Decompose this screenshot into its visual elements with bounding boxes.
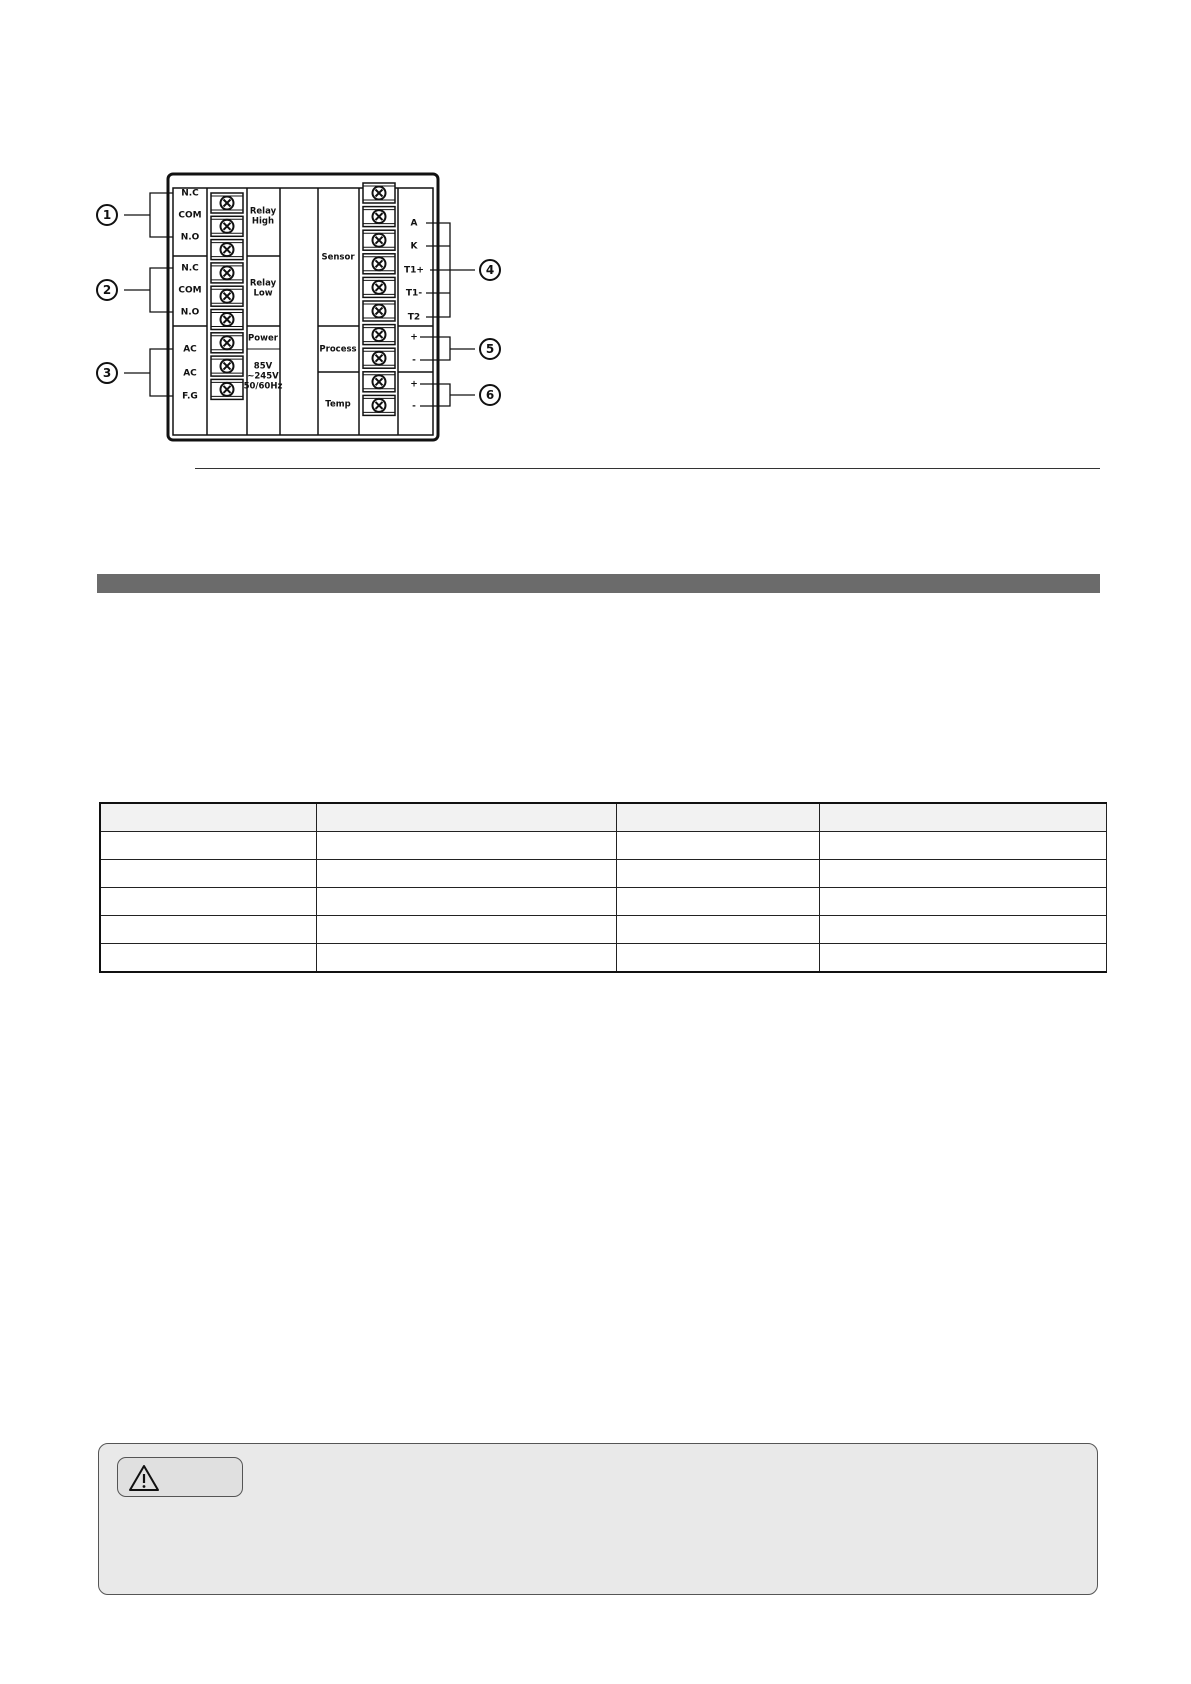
callout-digit: 6	[485, 388, 495, 402]
terminal-label-right: A	[410, 218, 418, 229]
terminal-label-right: +	[410, 332, 418, 343]
terminal-label-left: COM	[178, 210, 202, 221]
terminal-screw	[211, 216, 243, 236]
terminal-screw	[363, 301, 395, 321]
table-cell	[820, 944, 1107, 973]
table-cell	[617, 944, 820, 973]
terminal-label-right: T2	[407, 312, 421, 323]
terminal-screw	[363, 372, 395, 392]
terminal-screw	[211, 286, 243, 306]
table-cell	[317, 944, 617, 973]
table-row	[100, 832, 1107, 860]
table-cell	[617, 860, 820, 888]
terminal-screw	[363, 183, 395, 203]
terminal-label-left: AC	[183, 344, 197, 355]
table-cell	[100, 860, 317, 888]
terminal-screw	[363, 277, 395, 297]
terminal-screw	[363, 207, 395, 227]
table-cell	[317, 916, 617, 944]
terminal-label-left: AC	[183, 368, 197, 379]
group-label: Low	[253, 288, 273, 299]
terminal-label-left: N.C	[181, 188, 199, 199]
terminal-screw	[363, 348, 395, 368]
terminal-screw	[211, 333, 243, 353]
group-label: Sensor	[321, 252, 355, 263]
group-label: 50/60Hz	[243, 381, 283, 392]
table-cell	[317, 832, 617, 860]
terminal-label-left: COM	[178, 285, 202, 296]
table-cell	[820, 888, 1107, 916]
callout-number	[97, 205, 117, 225]
table-header-cell	[100, 803, 317, 832]
horizontal-rule	[195, 468, 1100, 469]
table-header-cell	[617, 803, 820, 832]
callout-digit: 2	[102, 283, 112, 297]
table-cell	[820, 916, 1107, 944]
table-cell	[100, 944, 317, 973]
terminal-label-right: K	[410, 241, 418, 252]
callout-number	[97, 280, 117, 300]
table-cell	[100, 832, 317, 860]
terminal-screw	[211, 310, 243, 330]
table-cell	[617, 832, 820, 860]
terminal-label-right: +	[410, 379, 418, 390]
wiring-diagram	[90, 160, 520, 470]
table-row	[100, 916, 1107, 944]
terminal-screw	[211, 356, 243, 376]
terminal-label-right: -	[412, 401, 416, 412]
section-header-bar	[97, 574, 1100, 593]
table-header-cell	[820, 803, 1107, 832]
callout-digit: 1	[102, 208, 112, 222]
terminal-screw	[211, 240, 243, 260]
terminal-label-right: -	[412, 355, 416, 366]
table-cell	[317, 860, 617, 888]
terminal-label-left: N.C	[181, 263, 199, 274]
table-header-cell	[317, 803, 617, 832]
terminal-screw	[363, 395, 395, 415]
group-label: Power	[248, 333, 278, 344]
group-label: ~245V	[247, 371, 279, 382]
terminal-label-left: N.O	[180, 307, 200, 318]
terminal-label-right: T1-	[405, 288, 423, 299]
terminal-screw	[363, 254, 395, 274]
terminal-screw	[211, 263, 243, 283]
callout-number	[480, 339, 500, 359]
table-row	[100, 860, 1107, 888]
group-label: Relay	[249, 206, 277, 217]
terminal-screw	[363, 230, 395, 250]
table-header-row	[100, 803, 1107, 832]
caution-badge	[117, 1457, 243, 1497]
terminal-label-left: F.G	[182, 391, 198, 402]
terminal-label-right: T1+	[404, 265, 424, 276]
callout-digit: 5	[485, 342, 495, 356]
table-cell	[617, 888, 820, 916]
group-label: High	[251, 216, 275, 227]
table-row	[100, 944, 1107, 973]
callout-number	[480, 385, 500, 405]
caution-box	[98, 1443, 1098, 1595]
table-cell	[820, 860, 1107, 888]
callout-number	[97, 363, 117, 383]
group-label: Relay	[249, 278, 277, 289]
callout-digit: 3	[102, 366, 112, 380]
terminal-screw	[211, 193, 243, 213]
table-cell	[617, 916, 820, 944]
specification-table	[99, 802, 1107, 973]
terminal-screw	[211, 379, 243, 399]
callout-digit: 4	[485, 263, 495, 277]
table-cell	[820, 832, 1107, 860]
group-label: Temp	[325, 399, 351, 410]
terminal-screw	[363, 325, 395, 345]
group-label: Process	[319, 344, 357, 355]
table-cell	[317, 888, 617, 916]
terminal-label-left: N.O	[180, 232, 200, 243]
callout-number	[480, 260, 500, 280]
table-cell	[100, 916, 317, 944]
table-cell	[100, 888, 317, 916]
group-label: 85V	[253, 361, 273, 372]
warning-triangle-icon	[128, 1464, 160, 1492]
table-row	[100, 888, 1107, 916]
